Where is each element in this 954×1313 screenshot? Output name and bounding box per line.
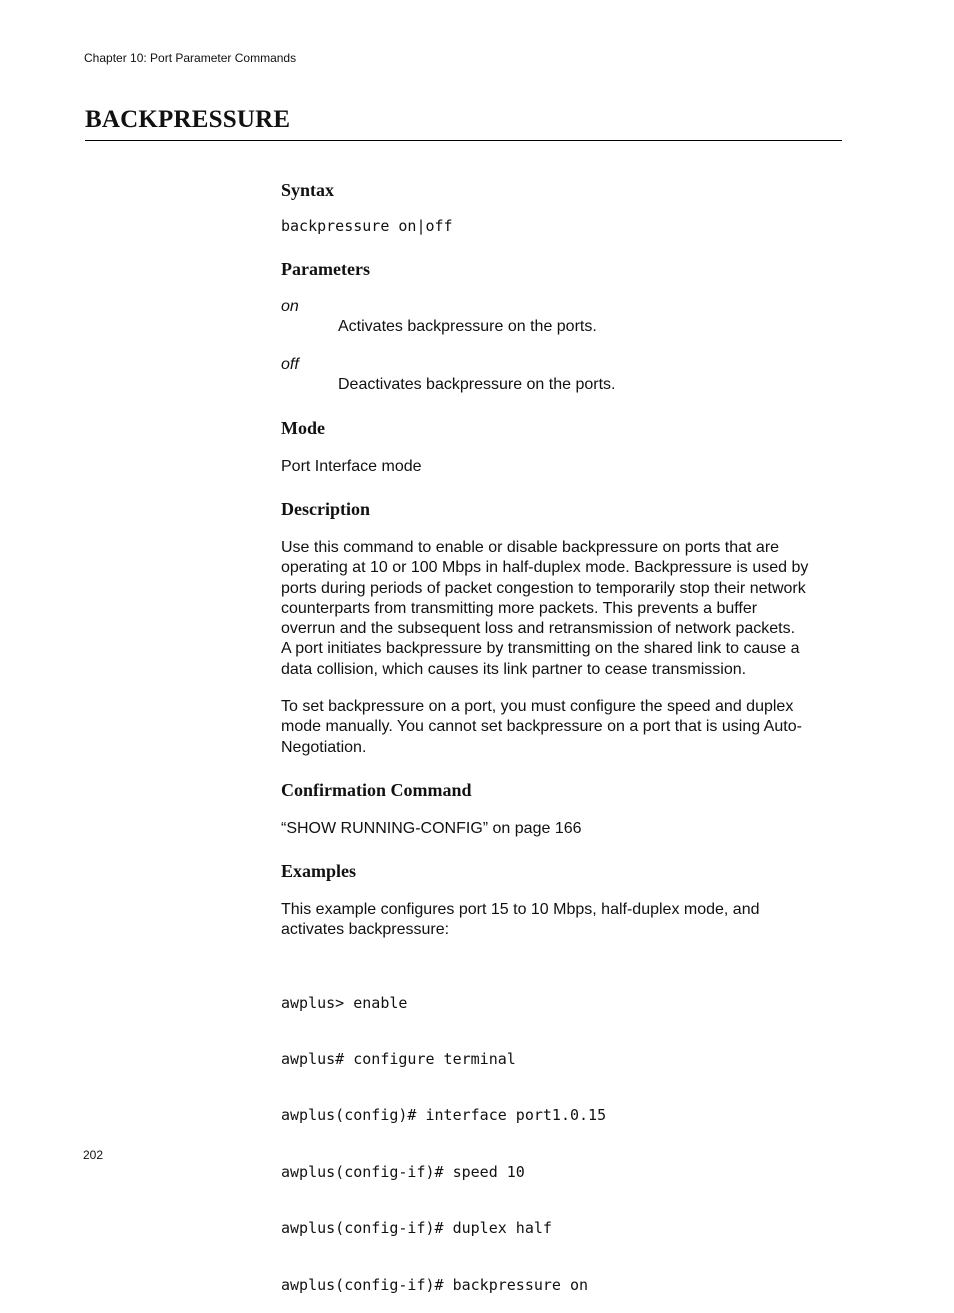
description-paragraph-2 bbox=[281, 697, 846, 758]
mode-heading: Mode bbox=[281, 418, 325, 438]
code-line: awplus(config)# interface port1.0.15 bbox=[281, 1106, 607, 1125]
confirmation-link[interactable]: “SHOW RUNNING-CONFIG” on page 166 bbox=[281, 820, 582, 837]
description-heading: Description bbox=[281, 499, 370, 519]
code-line: awplus> enable bbox=[281, 993, 408, 1012]
parameter-definition-on: Activates backpressure on the ports. bbox=[338, 318, 597, 335]
parameter-definition-off: Deactivates backpressure on the ports. bbox=[338, 376, 616, 393]
confirmation-heading: Confirmation Command bbox=[281, 780, 472, 800]
text-line: operating at 10 or 100 Mbps in half-duplex mode. Backpressure is used by bbox=[281, 559, 809, 577]
text-line: ports during periods of packet congestion to temporarily stop their network bbox=[281, 579, 806, 597]
text-line: Negotiation. bbox=[281, 738, 367, 756]
code-line: awplus(config-if)# duplex half bbox=[281, 1219, 552, 1238]
description-paragraph-1 bbox=[281, 538, 846, 680]
title-rule bbox=[85, 140, 842, 141]
example-code-block bbox=[281, 956, 606, 1313]
parameter-term-on: on bbox=[281, 298, 299, 315]
examples-intro bbox=[281, 900, 846, 941]
text-line: counterparts from transmitting more packets. This prevents a buffer bbox=[281, 599, 758, 617]
code-line: awplus(config-if)# backpressure on bbox=[281, 1275, 589, 1294]
parameters-heading: Parameters bbox=[281, 259, 370, 279]
text-line: overrun and the subsequent loss and retransmission of network packets. bbox=[281, 620, 796, 638]
code-line: awplus# configure terminal bbox=[281, 1049, 516, 1068]
text-line: data collision, which causes its link partner to cease transmission. bbox=[281, 660, 747, 678]
page-title: BACKPRESSURE bbox=[85, 106, 291, 133]
examples-heading: Examples bbox=[281, 861, 357, 881]
text-line: A port initiates backpressure by transmitting on the shared link to cause a bbox=[281, 640, 800, 658]
code-line: awplus(config-if)# speed 10 bbox=[281, 1162, 525, 1181]
text-line: activates backpressure: bbox=[281, 921, 450, 939]
mode-text: Port Interface mode bbox=[281, 458, 422, 475]
text-line: To set backpressure on a port, you must configure the speed and duplex bbox=[281, 698, 794, 715]
text-line: Use this command to enable or disable backpressure on ports that are bbox=[281, 539, 780, 556]
text-line: This example configures port 15 to 10 Mbps, half-duplex mode, and bbox=[281, 901, 760, 918]
page-number: 202 bbox=[83, 1148, 104, 1162]
parameter-term-off: off bbox=[281, 356, 299, 373]
text-line: mode manually. You cannot set backpressure on a port that is using Auto- bbox=[281, 718, 802, 736]
running-head: Chapter 10: Port Parameter Commands bbox=[84, 51, 297, 65]
syntax-command: backpressure on|off bbox=[281, 217, 453, 235]
syntax-heading: Syntax bbox=[281, 180, 335, 200]
